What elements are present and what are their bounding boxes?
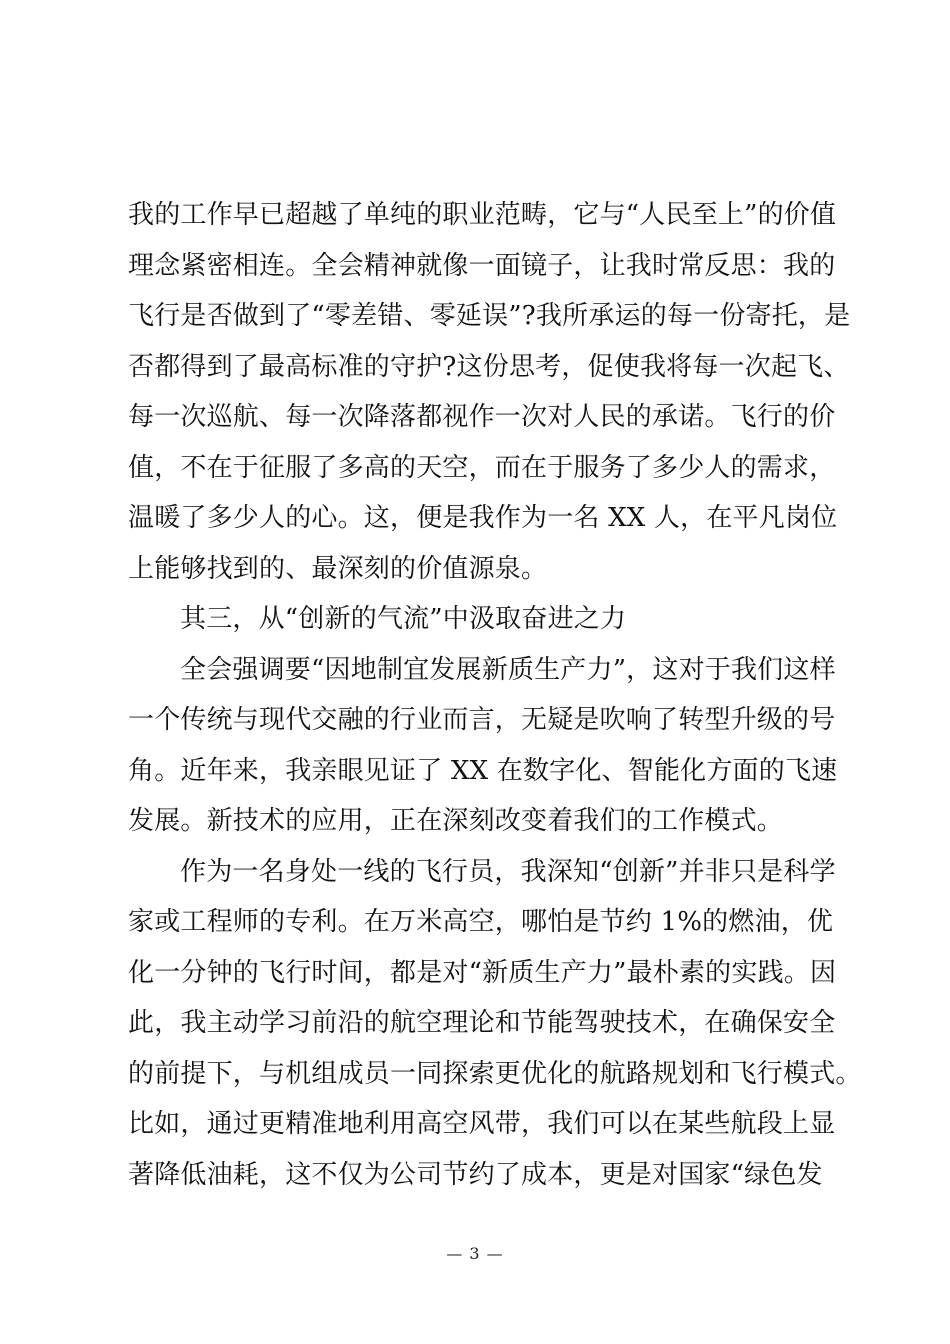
text-line: 理念紧密相连。全会精神就像一面镜子，让我时常反思：我的 (128, 250, 836, 281)
text-line: 家或工程师的专利。在万米高空，哪怕是节约 1%的燃油，优 (128, 907, 834, 937)
text-line: 飞行是否做到了“零差错、零延误”?我所承运的每一份寄托，是 (128, 301, 851, 331)
text-line: 著降低油耗，这不仅为公司节约了成本，更是对国家“绿色发 (128, 1159, 823, 1190)
text-line: 角。近年来，我亲眼见证了 XX 在数字化、智能化方面的飞速 (128, 755, 838, 786)
text-line: 此，我主动学习前沿的航空理论和节能驾驶技术，在确保安全 (128, 1008, 836, 1038)
text-line: 化一分钟的飞行时间，都是对“新质生产力”最朴素的实践。因 (128, 957, 837, 988)
text-line: 温暖了多少人的心。这，便是我作为一名 XX 人，在平凡岗位 (128, 503, 838, 533)
text-line: 值，不在于征服了多高的天空，而在于服务了多少人的需求， (128, 452, 836, 483)
text-line: 发展。新技术的应用，正在深刻改变着我们的工作模式。 (128, 806, 784, 836)
text-line: 作为一名身处一线的飞行员，我深知“创新”并非只是科学 (180, 856, 836, 887)
text-line: 全会强调要“因地制宜发展新质生产力”，这对于我们这样 (180, 654, 836, 685)
text-line: 一个传统与现代交融的行业而言，无疑是吹响了转型升级的号 (128, 705, 836, 735)
text-line: 否都得到了最高标准的守护?这份思考，促使我将每一次起飞、 (128, 351, 850, 382)
text-line: 我的工作早已超越了单纯的职业范畴，它与“人民至上”的价值 (128, 200, 837, 230)
text-line: 比如，通过更精准地利用高空风带，我们可以在某些航段上显 (128, 1109, 836, 1139)
page-number: — 3 — (446, 1244, 504, 1263)
text-line: 每一次巡航、每一次降落都视作一次对人民的承诺。飞行的价 (128, 402, 836, 432)
document-body (128, 190, 862, 1200)
text-line: 上能够找到的、最深刻的价值源泉。 (128, 553, 548, 584)
text-line: 其三，从“创新的气流”中汲取奋进之力 (180, 604, 627, 634)
text-line: 的前提下，与机组成员一同探索更优化的航路规划和飞行模式。 (128, 1058, 862, 1089)
